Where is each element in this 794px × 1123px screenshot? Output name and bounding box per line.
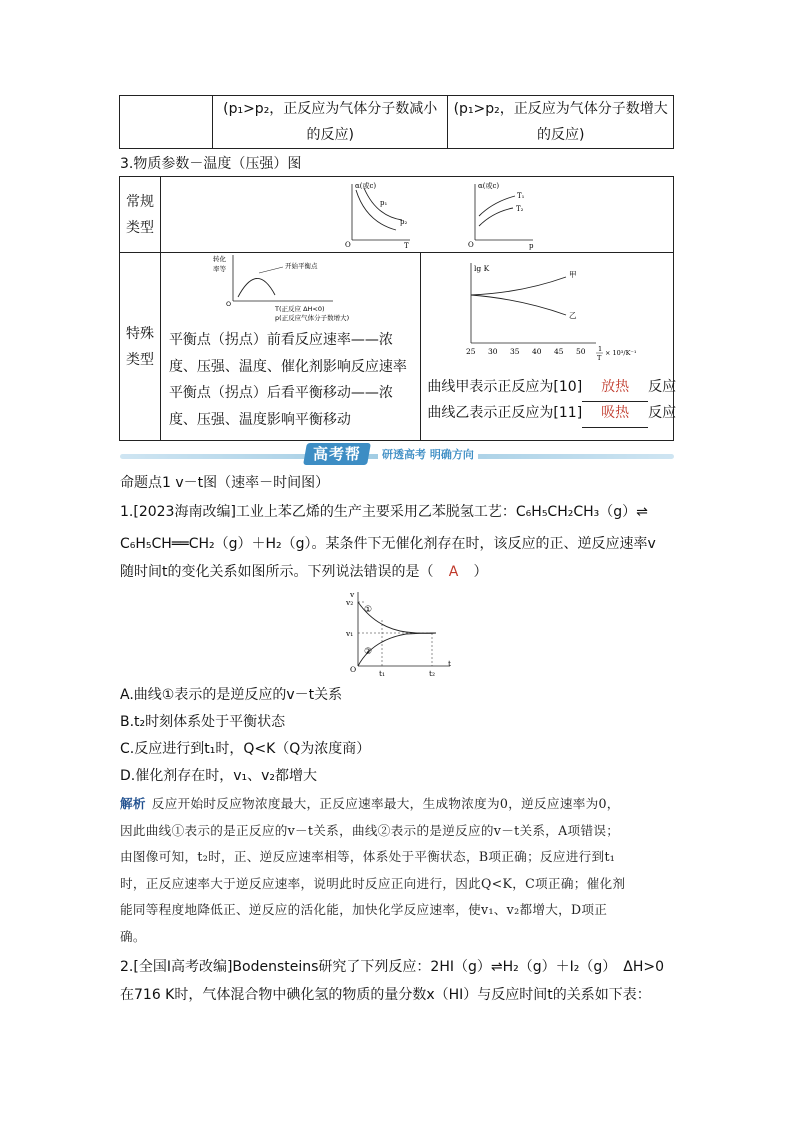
fig4-tick: 35 <box>510 347 520 356</box>
curve-jia-answer: 放热 <box>582 374 648 402</box>
param-table <box>119 176 677 441</box>
row1-label-cell <box>120 177 161 253</box>
fig1-label-p2: p₂ <box>399 218 408 226</box>
explanation-line: 因此曲线①表示的是正反应的v－t关系，曲线②表示的是逆反应的v－t关系，A项错误； <box>120 822 620 838</box>
fig2-ylabel: α(或c) <box>477 182 500 190</box>
top-table-left-text: (p₁>p₂，正反应为气体分子数减小的反应) <box>223 101 438 143</box>
fig1-xlabel: T <box>403 242 409 250</box>
fig1-label-p1: p₁ <box>379 199 388 207</box>
fig2-label-T2: T₂ <box>515 205 524 213</box>
topic-heading: 命题点1 v－t图（速率－时间图） <box>120 475 330 491</box>
explanation-line: 能同等程度地降低正、逆反应的活化能，加快化学反应速率，使v₁、v₂都增大，D项正 <box>120 902 608 917</box>
fig4-tick: 40 <box>532 347 542 356</box>
fig4-xlabel-num: 1 <box>598 345 603 353</box>
top-table-left-cell <box>213 96 448 149</box>
top-table-right-cell <box>448 96 674 149</box>
special-left-line-1: 平衡点（拐点）前看反应速率——浓 <box>168 332 393 348</box>
explanation-tag: 解析 <box>120 796 146 811</box>
row2-label: 特殊类型 <box>125 325 154 368</box>
explanation-line <box>120 791 680 818</box>
fig4-tick: 45 <box>554 347 564 356</box>
q1-option-c: C.反应进行到t₁时，Q<K（Q为浓度商） <box>120 741 371 757</box>
top-table-empty-cell <box>120 96 213 149</box>
curve-jia-suffix: 反应 <box>648 379 677 395</box>
q2-line-1: 2.[全国Ⅰ高考改编]Bodensteins研究了下列反应：2HI（g）⇌H₂（g）＋I₂（g） ΔH>0 <box>120 959 664 975</box>
fig5-v1: v₁ <box>346 629 354 638</box>
curve-yi-line <box>427 400 676 428</box>
section3-title: 3.物质参数－温度（压强）图 <box>120 156 302 172</box>
fig4-tick: 50 <box>576 347 586 356</box>
fig5-curve1: ① <box>364 605 373 615</box>
banner-slogan-text: 研透高考 明确方向 <box>382 448 474 461</box>
fig4-xlabel-unit: × 10³/K⁻¹ <box>605 349 637 357</box>
q1-option-b: B.t₂时刻体系处于平衡状态 <box>120 714 286 730</box>
fig5-origin: O <box>350 665 357 674</box>
special-right-cell <box>421 253 677 441</box>
q1-option-d: D.催化剂存在时，v₁、v₂都增大 <box>120 768 318 784</box>
fig5-t: t <box>448 659 452 668</box>
special-left-line-2: 度、压强、温度、催化剂影响反应速率 <box>168 358 407 375</box>
curve-yi-answer: 吸热 <box>582 400 648 428</box>
row1-figures-cell <box>160 177 673 253</box>
q1-option-a: A.曲线①表示的是逆反应的v－t关系 <box>120 687 343 703</box>
curve-yi-prefix: 曲线乙表示正反应为[11] <box>427 405 583 421</box>
fig4-jia: 甲 <box>569 270 577 279</box>
fig5-v2: v₂ <box>346 598 354 607</box>
fig2-origin: O <box>467 241 474 249</box>
banner <box>120 442 674 468</box>
fig4-xlabel-den: T <box>597 354 602 362</box>
banner-slogan <box>378 446 478 462</box>
fig3-origin: O <box>225 300 232 308</box>
figure-alpha-vs-p <box>467 180 537 250</box>
fig2-label-T1: T₁ <box>516 192 525 200</box>
fig4-tick: 30 <box>488 347 498 356</box>
fig5-curve2: ② <box>364 647 373 657</box>
explanation-line: 确。 <box>120 928 146 944</box>
fig1-ylabel: α(或c) <box>354 182 377 190</box>
fig5-v: v <box>350 590 355 599</box>
fig5-t2: t₂ <box>429 669 436 678</box>
row1-label: 常规类型 <box>125 193 154 236</box>
fig3-xlabel-1: T(正反应 ΔH<0) <box>274 305 325 313</box>
q1-stem-end: 随时间t的变化关系如图所示。下列说法错误的是（ <box>120 564 434 580</box>
figure-alpha-vs-T <box>344 180 414 250</box>
fig5-t1: t₁ <box>379 669 386 678</box>
row2-label-cell <box>120 253 161 441</box>
top-table <box>119 95 674 149</box>
banner-logo <box>303 443 371 465</box>
q1-line-1: 1.[2023海南改编]工业上苯乙烯的生产主要采用乙苯脱氢工艺：C₆H₅CH₂CH₃（g）⇌ <box>120 504 648 520</box>
banner-logo-text: 高考帮 <box>313 445 362 463</box>
fig3-ylabel-1: 转化 <box>212 255 226 263</box>
fig4-yi: 乙 <box>569 311 577 320</box>
figure-conversion-curve <box>201 253 401 325</box>
fig4-ticks <box>466 347 586 356</box>
q2-line-2: 在716 K时，气体混合物中碘化氢的物质的量分数x（HI）与反应时间t的关系如下表： <box>120 987 651 1003</box>
special-left-cell <box>160 253 420 441</box>
explanation-line: 时，正反应速率大于逆反应速率，说明此时反应正向进行，因此Q<K，C项正确；催化剂 <box>120 875 626 891</box>
figure-lgK-vs-invT <box>441 255 691 365</box>
explanation-line: 由图像可知，t₂时，正、逆反应速率相等，体系处于平衡状态，B项正确；反应进行到t₁ <box>120 849 616 864</box>
special-left-line-3: 平衡点（拐点）后看平衡移动——浓 <box>168 385 393 401</box>
q1-stem-close: ） <box>473 564 488 580</box>
curve-jia-line <box>427 374 676 402</box>
curve-yi-suffix: 反应 <box>648 405 677 421</box>
q1-line-3 <box>120 562 488 582</box>
q1-answer: A <box>448 564 459 580</box>
fig3-note: 开始平衡点 <box>284 262 318 270</box>
fig3-xlabel-2: p(正反应气体分子数增大) <box>274 314 350 322</box>
special-left-line-4: 度、压强、温度影响平衡移动 <box>168 411 351 428</box>
explanation-text: 反应开始时反应物浓度最大，正反应速率最大，生成物浓度为0，逆反应速率为0， <box>151 796 620 811</box>
special-left-text <box>169 327 419 433</box>
explanation-block <box>120 791 680 950</box>
fig2-xlabel: p <box>528 242 534 250</box>
curve-jia-prefix: 曲线甲表示正反应为[10] <box>427 379 583 395</box>
fig4-ylabel: lg K <box>474 264 490 273</box>
top-table-right-text: (p₁>p₂，正反应为气体分子数增大的反应) <box>453 101 668 143</box>
fig3-ylabel-2: 率等 <box>212 265 226 273</box>
q1-line-2: C₆H₅CH══CH₂（g）＋H₂（g）。某条件下无催化剂存在时，该反应的正、逆反应速率v <box>120 536 656 552</box>
fig4-tick: 25 <box>466 347 476 356</box>
figure-v-t <box>336 588 456 688</box>
fig1-origin: O <box>344 241 351 249</box>
